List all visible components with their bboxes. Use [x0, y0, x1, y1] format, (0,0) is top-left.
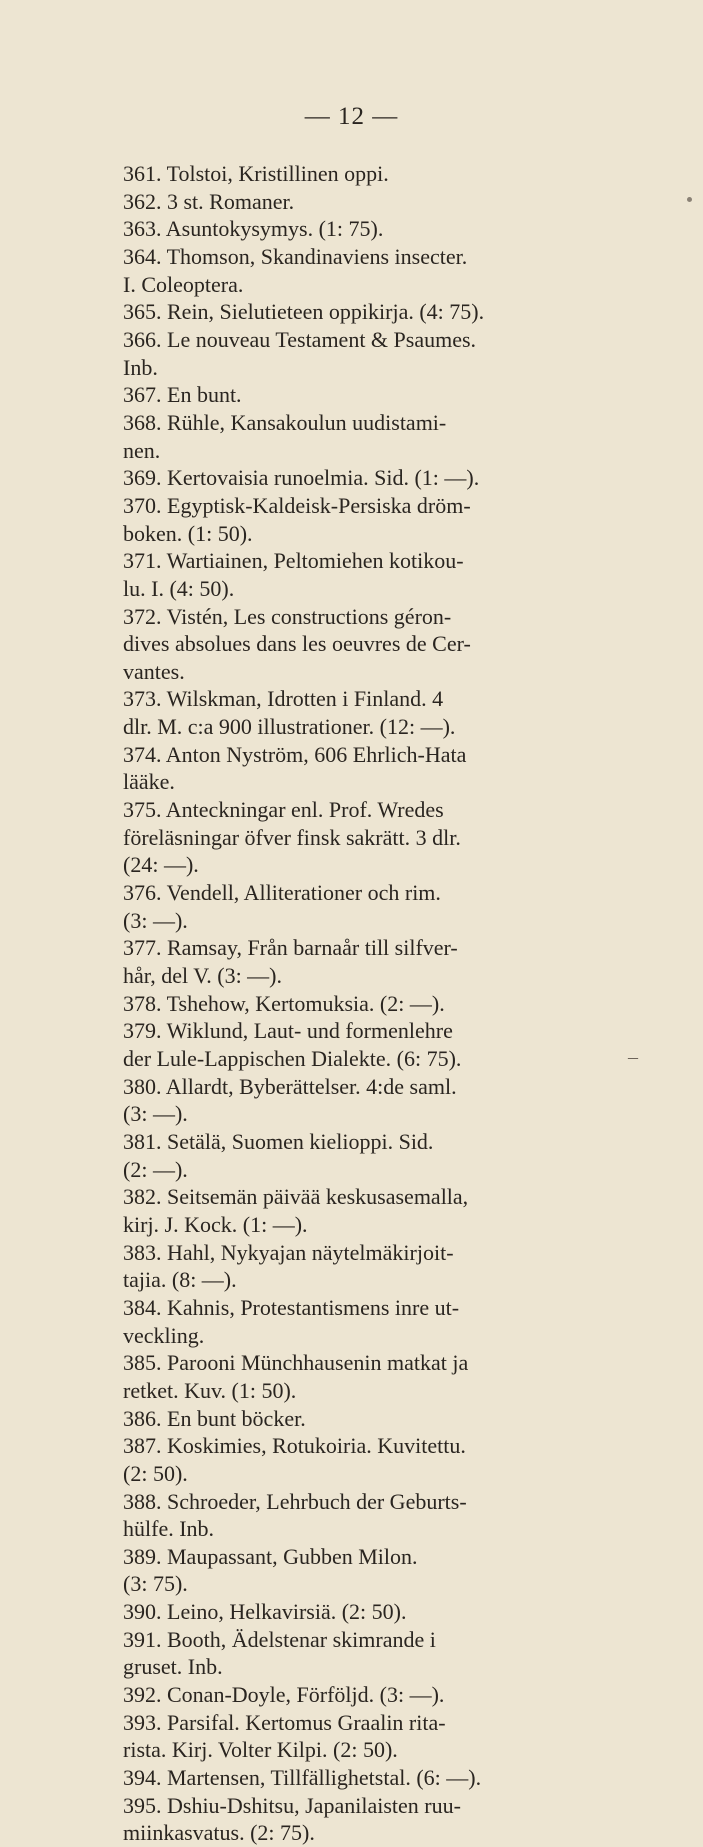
entry-first-line: 393. Parsifal. Kertomus Graalin rita-	[123, 1709, 446, 1735]
entry-continuation-line: (2: 50).	[123, 1460, 188, 1486]
catalog-entry	[123, 1764, 571, 1792]
catalog-entry	[123, 990, 571, 1018]
entry-continuation-line: retket. Kuv. (1: 50).	[123, 1377, 297, 1403]
entry-first-line: 363. Asuntokysymys. (1: 75).	[123, 216, 384, 242]
catalog-entry	[123, 464, 571, 492]
entry-first-line: 361. Tolstoi, Kristillinen oppi.	[123, 161, 389, 186]
entry-continuation-line: föreläsningar öfver finsk sakrätt. 3 dlr.	[123, 824, 461, 850]
entry-first-line: 369. Kertovaisia runoelmia. Sid. (1: —).	[123, 465, 480, 491]
entry-continuation-line: rista. Kirj. Volter Kilpi. (2: 50).	[123, 1737, 398, 1763]
entry-continuation-line: kirj. J. Kock. (1: —).	[123, 1211, 308, 1237]
entry-first-line: 362. 3 st. Romaner.	[123, 188, 295, 214]
catalog-entry	[123, 1543, 571, 1598]
entry-first-line: 376. Vendell, Alliterationer och rim.	[123, 880, 441, 906]
catalog-entry	[123, 1294, 571, 1349]
entry-first-line: 371. Wartiainen, Peltomiehen kotikou-	[123, 548, 464, 574]
entry-continuation-line: miinkasvatus. (2: 75).	[123, 1820, 315, 1846]
entry-first-line: 374. Anton Nyström, 606 Ehrlich-Hata	[123, 741, 467, 767]
catalog-entry	[123, 1128, 571, 1183]
entry-first-line: 381. Setälä, Suomen kielioppi. Sid.	[123, 1128, 434, 1154]
catalog-entry	[123, 603, 571, 686]
entry-continuation-line: nen.	[123, 437, 161, 463]
entry-continuation-line: der Lule-Lappischen Dialekte. (6: 75).	[123, 1046, 462, 1071]
entry-first-line: 389. Maupassant, Gubben Milon.	[123, 1543, 418, 1569]
entry-continuation-line: Inb.	[123, 354, 158, 380]
entry-first-line: 384. Kahnis, Protestantismens inre ut-	[123, 1294, 460, 1320]
entry-first-line: 395. Dshiu-Dshitsu, Japanilaisten ruu-	[123, 1792, 461, 1818]
entry-first-line: 375. Anteckningar enl. Prof. Wredes	[123, 797, 444, 823]
entry-first-line: 378. Tshehow, Kertomuksia. (2: —).	[123, 990, 445, 1016]
catalog-entry	[123, 741, 571, 796]
catalog-entry	[123, 326, 571, 381]
entry-first-line: 367. En bunt.	[123, 382, 242, 408]
entry-continuation-line: I. Coleoptera.	[123, 271, 244, 297]
catalog-entry	[123, 934, 571, 989]
entry-first-line: 392. Conan-Doyle, Förföljd. (3: —).	[123, 1682, 445, 1708]
catalog-entry	[123, 1073, 571, 1128]
catalog-entry	[123, 215, 571, 243]
catalog-entry	[123, 1626, 571, 1681]
entry-first-line: 373. Wilskman, Idrotten i Finland. 4	[123, 686, 444, 712]
entry-first-line: 391. Booth, Ädelstenar skimrande i	[123, 1626, 436, 1652]
catalog-entry	[123, 547, 571, 602]
catalog-entry	[123, 1017, 571, 1072]
catalog-entry	[123, 1488, 571, 1543]
entry-continuation-line: dives absolues dans les oeuvres de Cer-	[123, 631, 471, 657]
entry-first-line: 387. Koskimies, Rotukoiria. Kuvitettu.	[123, 1433, 466, 1459]
entry-first-line: 366. Le nouveau Testament & Psaumes.	[123, 326, 477, 352]
catalog-entry	[123, 381, 571, 409]
entry-first-line: 365. Rein, Sielutieteen oppikirja. (4: 75).	[123, 299, 485, 325]
entry-first-line: 372. Vistén, Les constructions géron-	[123, 603, 452, 629]
catalog-entry	[123, 1681, 571, 1709]
entry-first-line: 368. Rühle, Kansakoulun uudistami-	[123, 409, 447, 435]
entry-first-line: 388. Schroeder, Lehrbuch der Geburts-	[123, 1488, 467, 1514]
entry-first-line: 385. Parooni Münchhausenin matkat ja	[123, 1350, 469, 1376]
catalog-entry	[123, 409, 571, 464]
entry-first-line: 390. Leino, Helkavirsiä. (2: 50).	[123, 1599, 407, 1625]
entry-continuation-line: tajia. (8: —).	[123, 1267, 237, 1293]
catalog-entry	[123, 796, 571, 879]
catalog-entry	[123, 298, 571, 326]
catalog-entry	[123, 1239, 571, 1294]
catalog-entry	[123, 1432, 571, 1487]
entry-continuation-line: veckling.	[123, 1322, 205, 1348]
entry-continuation-line: (24: —).	[123, 852, 199, 878]
entry-continuation-line: hår, del V. (3: —).	[123, 963, 283, 989]
catalog-entry	[123, 492, 571, 547]
entry-continuation-line: boken. (1: 50).	[123, 520, 253, 546]
entry-first-line: 364. Thomson, Skandinaviens insecter.	[123, 243, 468, 269]
catalog-entry	[123, 243, 571, 298]
catalog-entry	[123, 1598, 571, 1626]
entry-first-line: 370. Egyptisk-Kaldeisk-Persiska dröm-	[123, 492, 471, 518]
catalog-entry	[123, 188, 571, 216]
catalog-entry	[123, 1183, 571, 1238]
entry-first-line: 386. En bunt böcker.	[123, 1405, 306, 1431]
entry-continuation-line: vantes.	[123, 658, 185, 684]
catalog-list	[123, 160, 571, 1847]
margin-dash-mark: –	[628, 1046, 638, 1068]
entry-first-line: 383. Hahl, Nykyajan näytelmäkirjoit-	[123, 1239, 454, 1265]
entry-continuation-line: (3: —).	[123, 907, 188, 933]
entry-continuation-line: gruset. Inb.	[123, 1654, 223, 1680]
ink-dot-mark	[687, 197, 692, 202]
entry-first-line: 379. Wiklund, Laut- und formenlehre	[123, 1018, 453, 1044]
entry-first-line: 377. Ramsay, Från barnaår till silfver-	[123, 935, 458, 961]
entry-continuation-line: (2: —).	[123, 1156, 188, 1182]
catalog-entry	[123, 1709, 571, 1764]
page-number: — 12 —	[304, 103, 399, 130]
entry-continuation-line: (3: 75).	[123, 1571, 188, 1597]
catalog-entry	[123, 879, 571, 934]
entry-continuation-line: lu. I. (4: 50).	[123, 575, 235, 601]
entry-continuation-line: dlr. M. c:a 900 illustrationer. (12: —).	[123, 714, 456, 740]
catalog-entry	[123, 160, 571, 188]
catalog-entry	[123, 1405, 571, 1433]
entry-continuation-line: hülfe. Inb.	[123, 1516, 215, 1542]
entry-first-line: 394. Martensen, Tillfällighetstal. (6: —).	[123, 1765, 482, 1791]
entry-first-line: 380. Allardt, Byberättelser. 4:de saml.	[123, 1073, 457, 1099]
catalog-entry	[123, 685, 571, 740]
catalog-entry	[123, 1792, 571, 1847]
catalog-entry	[123, 1349, 571, 1404]
entry-first-line: 382. Seitsemän päivää keskusasemalla,	[123, 1184, 469, 1210]
entry-continuation-line: lääke.	[123, 769, 175, 795]
entry-continuation-line: (3: —).	[123, 1101, 188, 1127]
